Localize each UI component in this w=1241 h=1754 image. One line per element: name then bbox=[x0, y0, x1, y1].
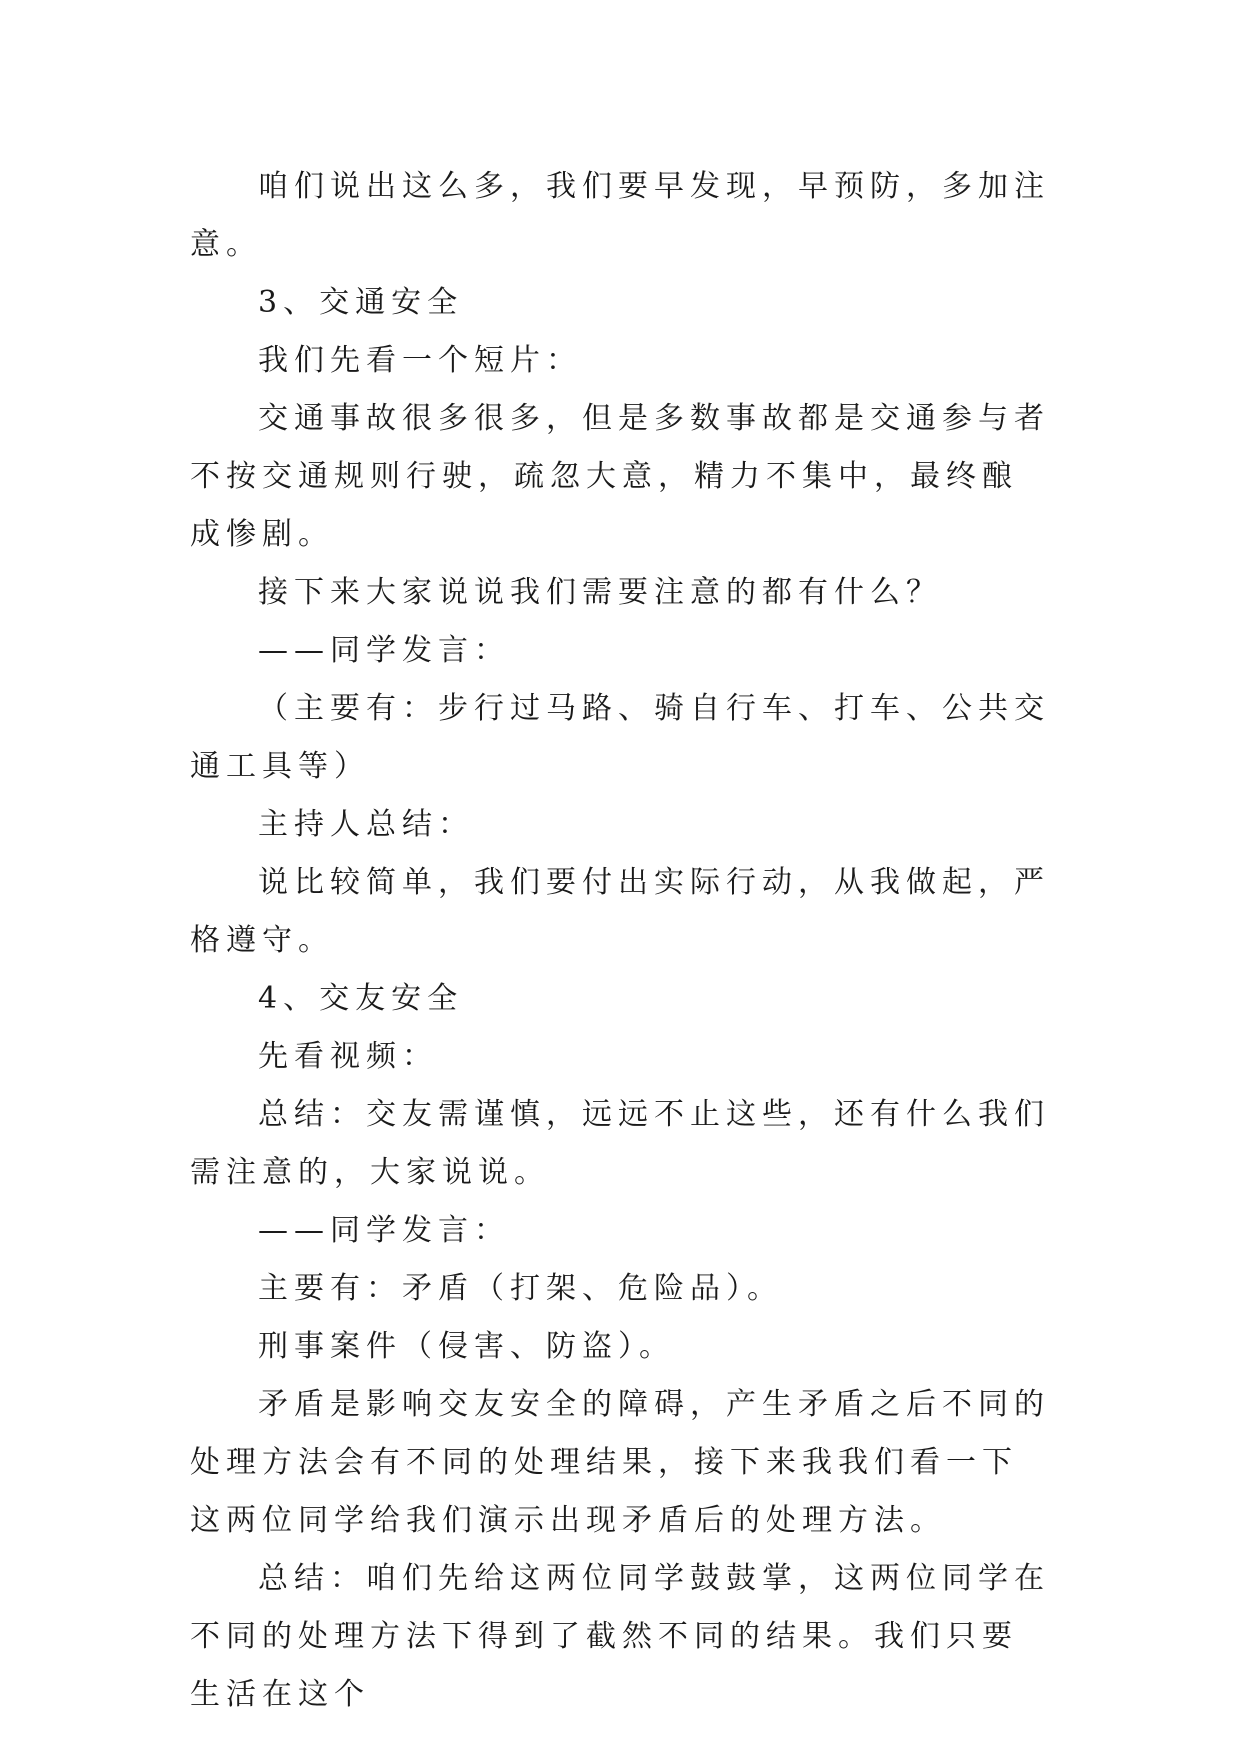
paragraph-conflict-handling: 矛盾是影响交友安全的障碍，产生矛盾之后不同的处理方法会有不同的处理结果，接下来我我们看一下这两位同学给我们演示出现矛盾后的处理方法。 bbox=[190, 1387, 1050, 1538]
document-body bbox=[190, 158, 1050, 1724]
paragraph-discussion-prompt: 接下来大家说说我们需要注意的都有什么？ bbox=[258, 575, 942, 610]
paragraph-final-summary: 总结：咱们先给这两位同学鼓鼓掌，这两位同学在不同的处理方法下得到了截然不同的结果。我们只要生活在这个 bbox=[190, 1561, 1050, 1712]
paragraph-friendship-summary: 总结：交友需谨慎，远远不止这些，还有什么我们需注意的，大家说说。 bbox=[190, 1097, 1050, 1190]
paragraph-early-prevention: 咱们说出这么多，我们要早发现，早预防，多加注意。 bbox=[190, 169, 1050, 262]
heading-traffic-safety: 3、交通安全 bbox=[258, 285, 464, 320]
paragraph-student-speech-1: ——同学发言： bbox=[258, 633, 510, 668]
paragraph-host-summary-label: 主持人总结： bbox=[258, 807, 474, 842]
paragraph-host-summary: 说比较简单，我们要付出实际行动，从我做起，严格遵守。 bbox=[190, 865, 1050, 958]
paragraph-traffic-topics: （主要有：步行过马路、骑自行车、打车、公共交通工具等） bbox=[190, 691, 1050, 784]
paragraph-criminal-cases: 刑事案件（侵害、防盗）。 bbox=[258, 1329, 675, 1364]
paragraph-student-speech-2: ——同学发言： bbox=[258, 1213, 510, 1248]
heading-friendship-safety: 4、交友安全 bbox=[258, 981, 464, 1016]
paragraph-watch-video: 先看视频： bbox=[258, 1039, 438, 1074]
paragraph-traffic-accidents: 交通事故很多很多，但是多数事故都是交通参与者不按交通规则行驶，疏忽大意，精力不集中，最终酿成惨剧。 bbox=[190, 401, 1050, 552]
paragraph-watch-short-film: 我们先看一个短片： bbox=[258, 343, 582, 378]
paragraph-conflict-topics: 主要有：矛盾（打架、危险品）。 bbox=[258, 1271, 783, 1306]
